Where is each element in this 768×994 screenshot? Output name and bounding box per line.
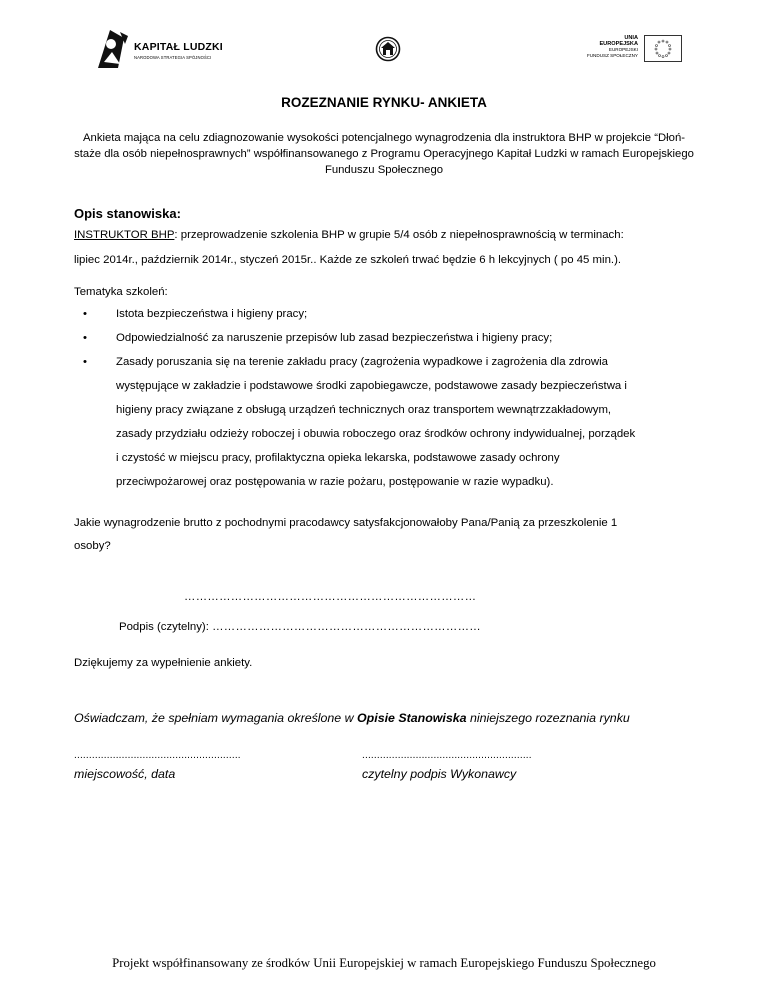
statement-bold: Opisie Stanowiska xyxy=(357,711,467,725)
eu-line-1: UNIA EUROPEJSKA xyxy=(599,35,638,47)
eu-text-block xyxy=(586,35,638,59)
statement xyxy=(74,711,630,725)
topic-text-line: zasady przydziału odzieży roboczej i obuwia roboczego oraz środków ochrony indywidualnej, porządek xyxy=(116,428,636,440)
document-title: ROZEZNANIE RYNKU- ANKIETA xyxy=(281,95,487,110)
kapital-ludzki-subtitle: NARODOWA STRATEGIA SPÓJNOŚCI xyxy=(134,55,212,60)
eu-line-2: EUROPEJSKI xyxy=(608,47,638,52)
topic-text-line: higieny pracy związane z obsługą urządzeń technicznych oraz transportem wewnątrzzakładowym, xyxy=(116,404,612,416)
position-desc-2: lipiec 2014r., październik 2014r., styczeń 2015r.. Każde ze szkoleń trwać będzie 6 h lekcyjnych ( po 45 min.). xyxy=(74,254,622,266)
place-date-label: miejscowość, data xyxy=(74,767,176,781)
topic-text-line: przeciwpożarowej oraz postępowania w razie pożaru, postępowanie w razie wypadku). xyxy=(116,476,554,488)
signature-label: Podpis (czytelny): xyxy=(119,621,213,633)
section-heading: Opis stanowiska: xyxy=(74,206,181,221)
topic-text-line: i czystość w miejscu pracy, profilaktyczna opieka lekarska, podstawowe zasady ochrony xyxy=(116,452,560,464)
center-seal-logo xyxy=(375,36,401,62)
list-item xyxy=(74,302,714,326)
topic-text: Odpowiedzialność za naruszenie przepisów lub zasad bezpieczeństwa i higieny pracy; xyxy=(116,332,553,344)
answer-field[interactable]: ………………………………………………………………… xyxy=(184,591,477,603)
footer-text: Projekt współfinansowany ze środków Unii Europejskiej w ramach Europejskiego Funduszu Społecznego xyxy=(112,956,656,970)
topics-list xyxy=(74,302,714,494)
kapital-ludzki-title: KAPITAŁ LUDZKI xyxy=(134,41,223,53)
eu-logo xyxy=(586,35,686,65)
list-item xyxy=(74,326,714,350)
position-name: INSTRUKTOR BHP xyxy=(74,229,175,241)
thanks-text: Dziękujemy za wypełnienie ankiety. xyxy=(74,657,253,669)
list-item xyxy=(74,350,714,494)
position-desc-1: : przeprowadzenie szkolenia BHP w grupie 5/4 osób z niepełnosprawnością w terminach: xyxy=(174,229,624,241)
topic-text-line: Zasady poruszania się na terenie zakładu pracy (zagrożenia wypadkowe i zagrożenia dla zdrowia xyxy=(116,356,608,368)
intro-paragraph: Ankieta mająca na celu zdiagnozowanie wysokości potencjalnego wynagrodzenia dla instruktora BHP w projekcie “Dłoń- staże dla osób niepełnosprawnych” współfinansowanego z Programu Operacyjnego Kapitał Ludzki w ramach Europejskiego Funduszu Społecznego xyxy=(74,132,694,176)
eu-stars-flag-icon xyxy=(645,36,681,61)
house-seal-icon xyxy=(375,36,401,62)
signature-line xyxy=(119,621,481,633)
contractor-signature-field[interactable]: ......................................................... xyxy=(362,750,532,761)
signature-field[interactable]: …………………………………………………………… xyxy=(212,621,481,633)
kapital-ludzki-emblem-icon xyxy=(96,28,130,70)
statement-pre: Oświadczam, że spełniam wymagania określone w xyxy=(74,711,358,725)
position-line-1 xyxy=(74,229,624,241)
kapital-ludzki-logo xyxy=(96,28,246,72)
bullet-icon: • xyxy=(83,308,87,320)
question-line-1: Jakie wynagrodzenie brutto z pochodnymi pracodawcy satysfakcjonowałoby Pana/Panią za przeszkolenie 1 xyxy=(74,517,618,529)
eu-line-3: FUNDUSZ SPOŁECZNY xyxy=(586,53,638,58)
statement-post: niniejszego rozeznania rynku xyxy=(466,711,630,725)
contractor-signature-label: czytelny podpis Wykonawcy xyxy=(362,767,517,781)
bullet-icon: • xyxy=(83,332,87,344)
place-date-field[interactable]: ........................................................ xyxy=(74,750,241,761)
topic-text-line: występujące w zakładzie i podstawowe środki zapobiegawcze, podstawowe zasady bezpieczeństwa i xyxy=(116,380,627,392)
topics-label: Tematyka szkoleń: xyxy=(74,286,168,298)
eu-flag xyxy=(644,35,682,62)
bullet-icon: • xyxy=(83,356,87,368)
topic-text: Istota bezpieczeństwa i higieny pracy; xyxy=(116,308,308,320)
question-line-2: osoby? xyxy=(74,540,111,552)
